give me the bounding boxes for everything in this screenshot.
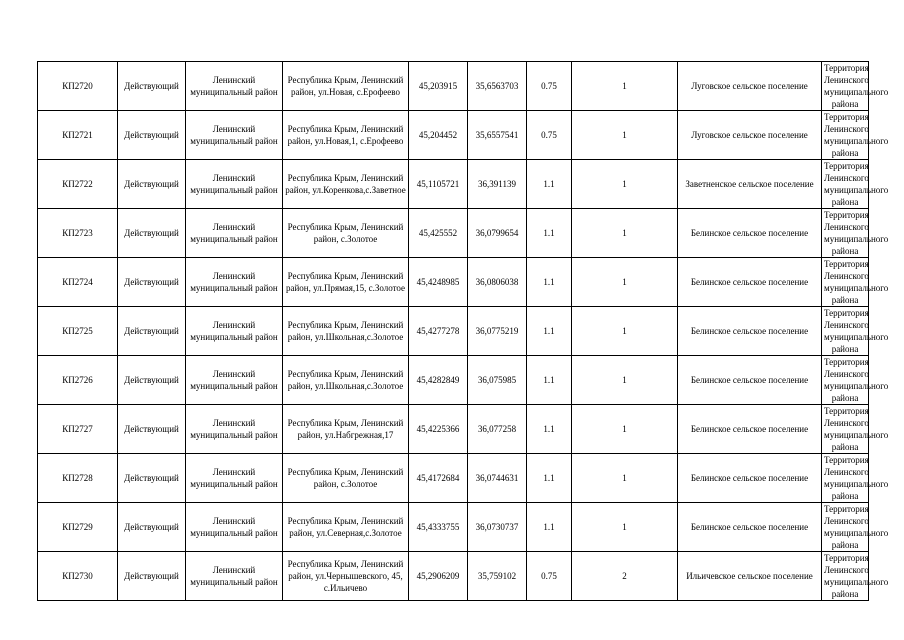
cell-district: Ленинский муниципальный район [186,405,283,454]
cell-territory: Территория Ленинского муниципального района [822,258,869,307]
cell-value: 0.75 [527,62,572,111]
cell-address: Республика Крым, Ленинский район, ул.Набгрежная,17 [283,405,409,454]
cell-count: 1 [572,405,678,454]
cell-value: 1.1 [527,209,572,258]
cell-count: 1 [572,503,678,552]
cell-address: Республика Крым, Ленинский район, ул.Чернышевского, 45, с.Ильичево [283,552,409,601]
cell-id: КП2722 [38,160,118,209]
cell-status: Действующий [118,62,186,111]
cell-territory: Территория Ленинского муниципального района [822,307,869,356]
cell-latitude: 45,4248985 [409,258,468,307]
table-row [38,160,869,209]
cell-settlement: Белинское сельское поселение [678,405,822,454]
cell-settlement: Белинское сельское поселение [678,209,822,258]
cell-longitude: 36,075985 [468,356,527,405]
cell-address: Республика Крым, Ленинский район, ул.Новая, с.Ерофеево [283,62,409,111]
cell-territory: Территория Ленинского муниципального района [822,454,869,503]
cell-address: Республика Крым, Ленинский район, ул.Школьная,с.Золотое [283,307,409,356]
cell-latitude: 45,1105721 [409,160,468,209]
cell-longitude: 36,077258 [468,405,527,454]
cell-longitude: 36,0744631 [468,454,527,503]
cell-value: 1.1 [527,160,572,209]
cell-id: КП2723 [38,209,118,258]
cell-settlement: Луговское сельское поселение [678,111,822,160]
table-row [38,356,869,405]
cell-settlement: Белинское сельское поселение [678,503,822,552]
cell-settlement: Белинское сельское поселение [678,356,822,405]
cell-district: Ленинский муниципальный район [186,258,283,307]
cell-longitude: 35,6563703 [468,62,527,111]
cell-address: Республика Крым, Ленинский район, с.Золотое [283,209,409,258]
cell-id: КП2721 [38,111,118,160]
cell-district: Ленинский муниципальный район [186,552,283,601]
cell-longitude: 36,391139 [468,160,527,209]
cell-territory: Территория Ленинского муниципального района [822,503,869,552]
cell-status: Действующий [118,503,186,552]
cell-latitude: 45,4333755 [409,503,468,552]
cell-status: Действующий [118,307,186,356]
table-body [38,62,889,601]
cell-settlement: Луговское сельское поселение [678,62,822,111]
cell-id: КП2725 [38,307,118,356]
cell-latitude: 45,4277278 [409,307,468,356]
cell-latitude: 45,4282849 [409,356,468,405]
cell-status: Действующий [118,209,186,258]
cell-territory: Территория Ленинского муниципального района [822,160,869,209]
cell-address: Республика Крым, Ленинский район, ул.Школьная,с.Золотое [283,356,409,405]
cell-address: Республика Крым, Ленинский район, ул.Прямая,15, с.Золотое [283,258,409,307]
cell-count: 1 [572,307,678,356]
table-row [38,307,869,356]
cell-latitude: 45,203915 [409,62,468,111]
cell-settlement: Белинское сельское поселение [678,258,822,307]
cell-value: 1.1 [527,307,572,356]
cell-latitude: 45,2906209 [409,552,468,601]
table-row [38,503,869,552]
cell-territory: Территория Ленинского муниципального района [822,552,869,601]
table-row [38,405,869,454]
cell-value: 1.1 [527,356,572,405]
table-row [38,62,869,111]
cell-district: Ленинский муниципальный район [186,307,283,356]
cell-territory: Территория Ленинского муниципального района [822,209,869,258]
cell-district: Ленинский муниципальный район [186,454,283,503]
cell-territory: Территория Ленинского муниципального района [822,62,869,111]
cell-address: Республика Крым, Ленинский район, с.Золотое [283,454,409,503]
cell-settlement: Белинское сельское поселение [678,454,822,503]
table-row [38,258,869,307]
cell-count: 2 [572,552,678,601]
cell-status: Действующий [118,454,186,503]
cell-count: 1 [572,356,678,405]
cell-longitude: 35,6557541 [468,111,527,160]
table-row [38,552,869,601]
cell-status: Действующий [118,111,186,160]
cell-latitude: 45,204452 [409,111,468,160]
table-row [38,454,869,503]
cell-count: 1 [572,160,678,209]
cell-longitude: 35,759102 [468,552,527,601]
cell-value: 1.1 [527,503,572,552]
cell-district: Ленинский муниципальный район [186,356,283,405]
cell-count: 1 [572,111,678,160]
cell-value: 1.1 [527,258,572,307]
cell-status: Действующий [118,552,186,601]
cell-value: 0.75 [527,111,572,160]
cell-address: Республика Крым, Ленинский район, ул.Новая,1, с.Ерофеево [283,111,409,160]
cell-territory: Территория Ленинского муниципального района [822,111,869,160]
cell-settlement: Заветненское сельское поселение [678,160,822,209]
cell-id: КП2729 [38,503,118,552]
table-row [38,209,869,258]
cell-territory: Территория Ленинского муниципального района [822,356,869,405]
cell-settlement: Белинское сельское поселение [678,307,822,356]
cell-address: Республика Крым, Ленинский район, ул.Северная,с.Золотое [283,503,409,552]
cell-longitude: 36,0799654 [468,209,527,258]
cell-district: Ленинский муниципальный район [186,503,283,552]
cell-longitude: 36,0730737 [468,503,527,552]
cell-territory: Территория Ленинского муниципального района [822,405,869,454]
cell-longitude: 36,0775219 [468,307,527,356]
cell-latitude: 45,4225366 [409,405,468,454]
table-row [38,111,869,160]
cell-count: 1 [572,62,678,111]
cell-address: Республика Крым, Ленинский район, ул.Коренкова,с.Заветное [283,160,409,209]
cell-value: 1.1 [527,454,572,503]
cell-district: Ленинский муниципальный район [186,62,283,111]
cell-count: 1 [572,258,678,307]
cell-id: КП2726 [38,356,118,405]
cell-longitude: 36,0806038 [468,258,527,307]
cell-latitude: 45,4172684 [409,454,468,503]
cell-district: Ленинский муниципальный район [186,160,283,209]
cell-settlement: Ильичевское сельское поселение [678,552,822,601]
cell-district: Ленинский муниципальный район [186,111,283,160]
cell-count: 1 [572,454,678,503]
cell-id: КП2720 [38,62,118,111]
cell-count: 1 [572,209,678,258]
cell-status: Действующий [118,405,186,454]
cell-id: КП2727 [38,405,118,454]
cell-status: Действующий [118,356,186,405]
cell-id: КП2730 [38,552,118,601]
cell-value: 0.75 [527,552,572,601]
cell-district: Ленинский муниципальный район [186,209,283,258]
cell-id: КП2724 [38,258,118,307]
cell-status: Действующий [118,160,186,209]
cell-id: КП2728 [38,454,118,503]
registry-table [37,61,889,601]
cell-latitude: 45,425552 [409,209,468,258]
cell-value: 1.1 [527,405,572,454]
cell-status: Действующий [118,258,186,307]
